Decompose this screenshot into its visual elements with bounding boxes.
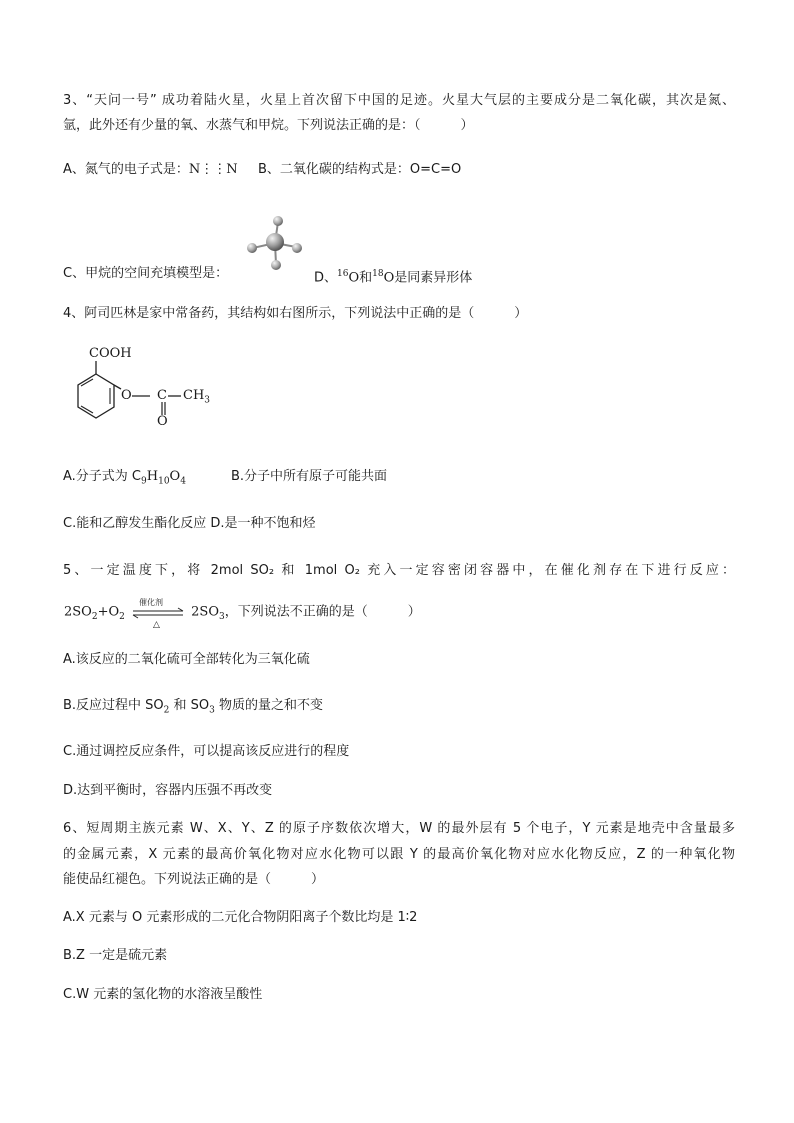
q4-option-a: A.分子式为 $C_9H_{10}O_4$ bbox=[63, 469, 186, 487]
q6-stem-line1: 6、短周期主族元素 W、X、Y、Z 的原子序数依次增大，W 的最外层有 5 个电子，Y 元素是地壳中含量最多 bbox=[63, 821, 735, 836]
q6-option-b: B.Z 一定是硫元素 bbox=[63, 948, 168, 963]
aspirin-cooh-label: COOH bbox=[89, 346, 132, 361]
q5-option-b: B.反应过程中 $SO_2$ 和 $SO_3$ 物质的量之和不变 bbox=[63, 698, 324, 716]
q3-option-c: C、甲烷的空间充填模型是： bbox=[63, 266, 229, 281]
nitrogen-electron-formula: N⋮⋮N bbox=[188, 162, 238, 177]
q4-option-b: B.分子中所有原子可能共面 bbox=[231, 469, 388, 484]
q6-stem-line3: 能使品红褪色。下列说法正确的是（ ） bbox=[63, 872, 325, 887]
q6-option-c: C.W 元素的氢化物的水溶液呈酸性 bbox=[63, 987, 263, 1002]
q5-equation: $2SO_2+O_2$ 催化剂 △ $2SO_3$，下列说法不正确的是（ ） bbox=[64, 598, 421, 630]
reversible-arrow-icon: 催化剂 △ bbox=[129, 603, 187, 621]
q6-option-a: A.X 元素与 O 元素形成的二元化合物阴阳离子个数比均是 1∶2 bbox=[63, 910, 418, 925]
q4-stem: 4、阿司匹林是家中常备药，其结构如右图所示，下列说法中正确的是（ ） bbox=[63, 306, 528, 321]
q4-option-c-d: C.能和乙醇发生酯化反应 D.是一种不饱和烃 bbox=[63, 516, 316, 531]
q3-option-a: A、氮气的电子式是：N⋮⋮N bbox=[63, 162, 238, 177]
q3-stem-line1: 3、“天问一号” 成功着陆火星，火星上首次留下中国的足迹。火星大气层的主要成分是二氧化碳，其次是氮、 bbox=[63, 93, 735, 108]
q6-stem-line2: 的金属元素，X 元素的最高价氧化物对应水化物可以跟 Y 的最高价氧化物对应水化物反应，Z 的一种氧化物 bbox=[63, 847, 735, 862]
aspirin-structure bbox=[66, 344, 226, 440]
aspirin-ether-oxygen: O bbox=[121, 388, 132, 403]
q5-option-a: A.该反应的二氧化硫可全部转化为三氧化硫 bbox=[63, 652, 310, 667]
q5-option-c: C.通过调控反应条件，可以提高该反应进行的程度 bbox=[63, 744, 350, 759]
q5-option-d: D.达到平衡时，容器内压强不再改变 bbox=[63, 783, 273, 798]
aspirin-methyl-label: $CH_3$ bbox=[183, 388, 211, 406]
aspirin-carbonyl-carbon: C bbox=[157, 388, 167, 403]
q3-stem-line2: 氩，此外还有少量的氧、水蒸气和甲烷。下列说法正确的是：（ ） bbox=[63, 118, 474, 133]
q3-option-d: D、$^{16}$O和$^{18}$O是同素异形体 bbox=[314, 269, 473, 286]
q3-option-b: B、二氧化碳的结构式是：O=C=O bbox=[258, 162, 462, 177]
methane-space-filling-model bbox=[243, 213, 305, 273]
aspirin-carbonyl-oxygen: O bbox=[157, 414, 168, 429]
q5-stem: 5、一定温度下，将 2mol SO₂ 和 1mol O₂ 充入一定容密闭容器中，在催化剂存在下进行反应： bbox=[63, 563, 735, 578]
